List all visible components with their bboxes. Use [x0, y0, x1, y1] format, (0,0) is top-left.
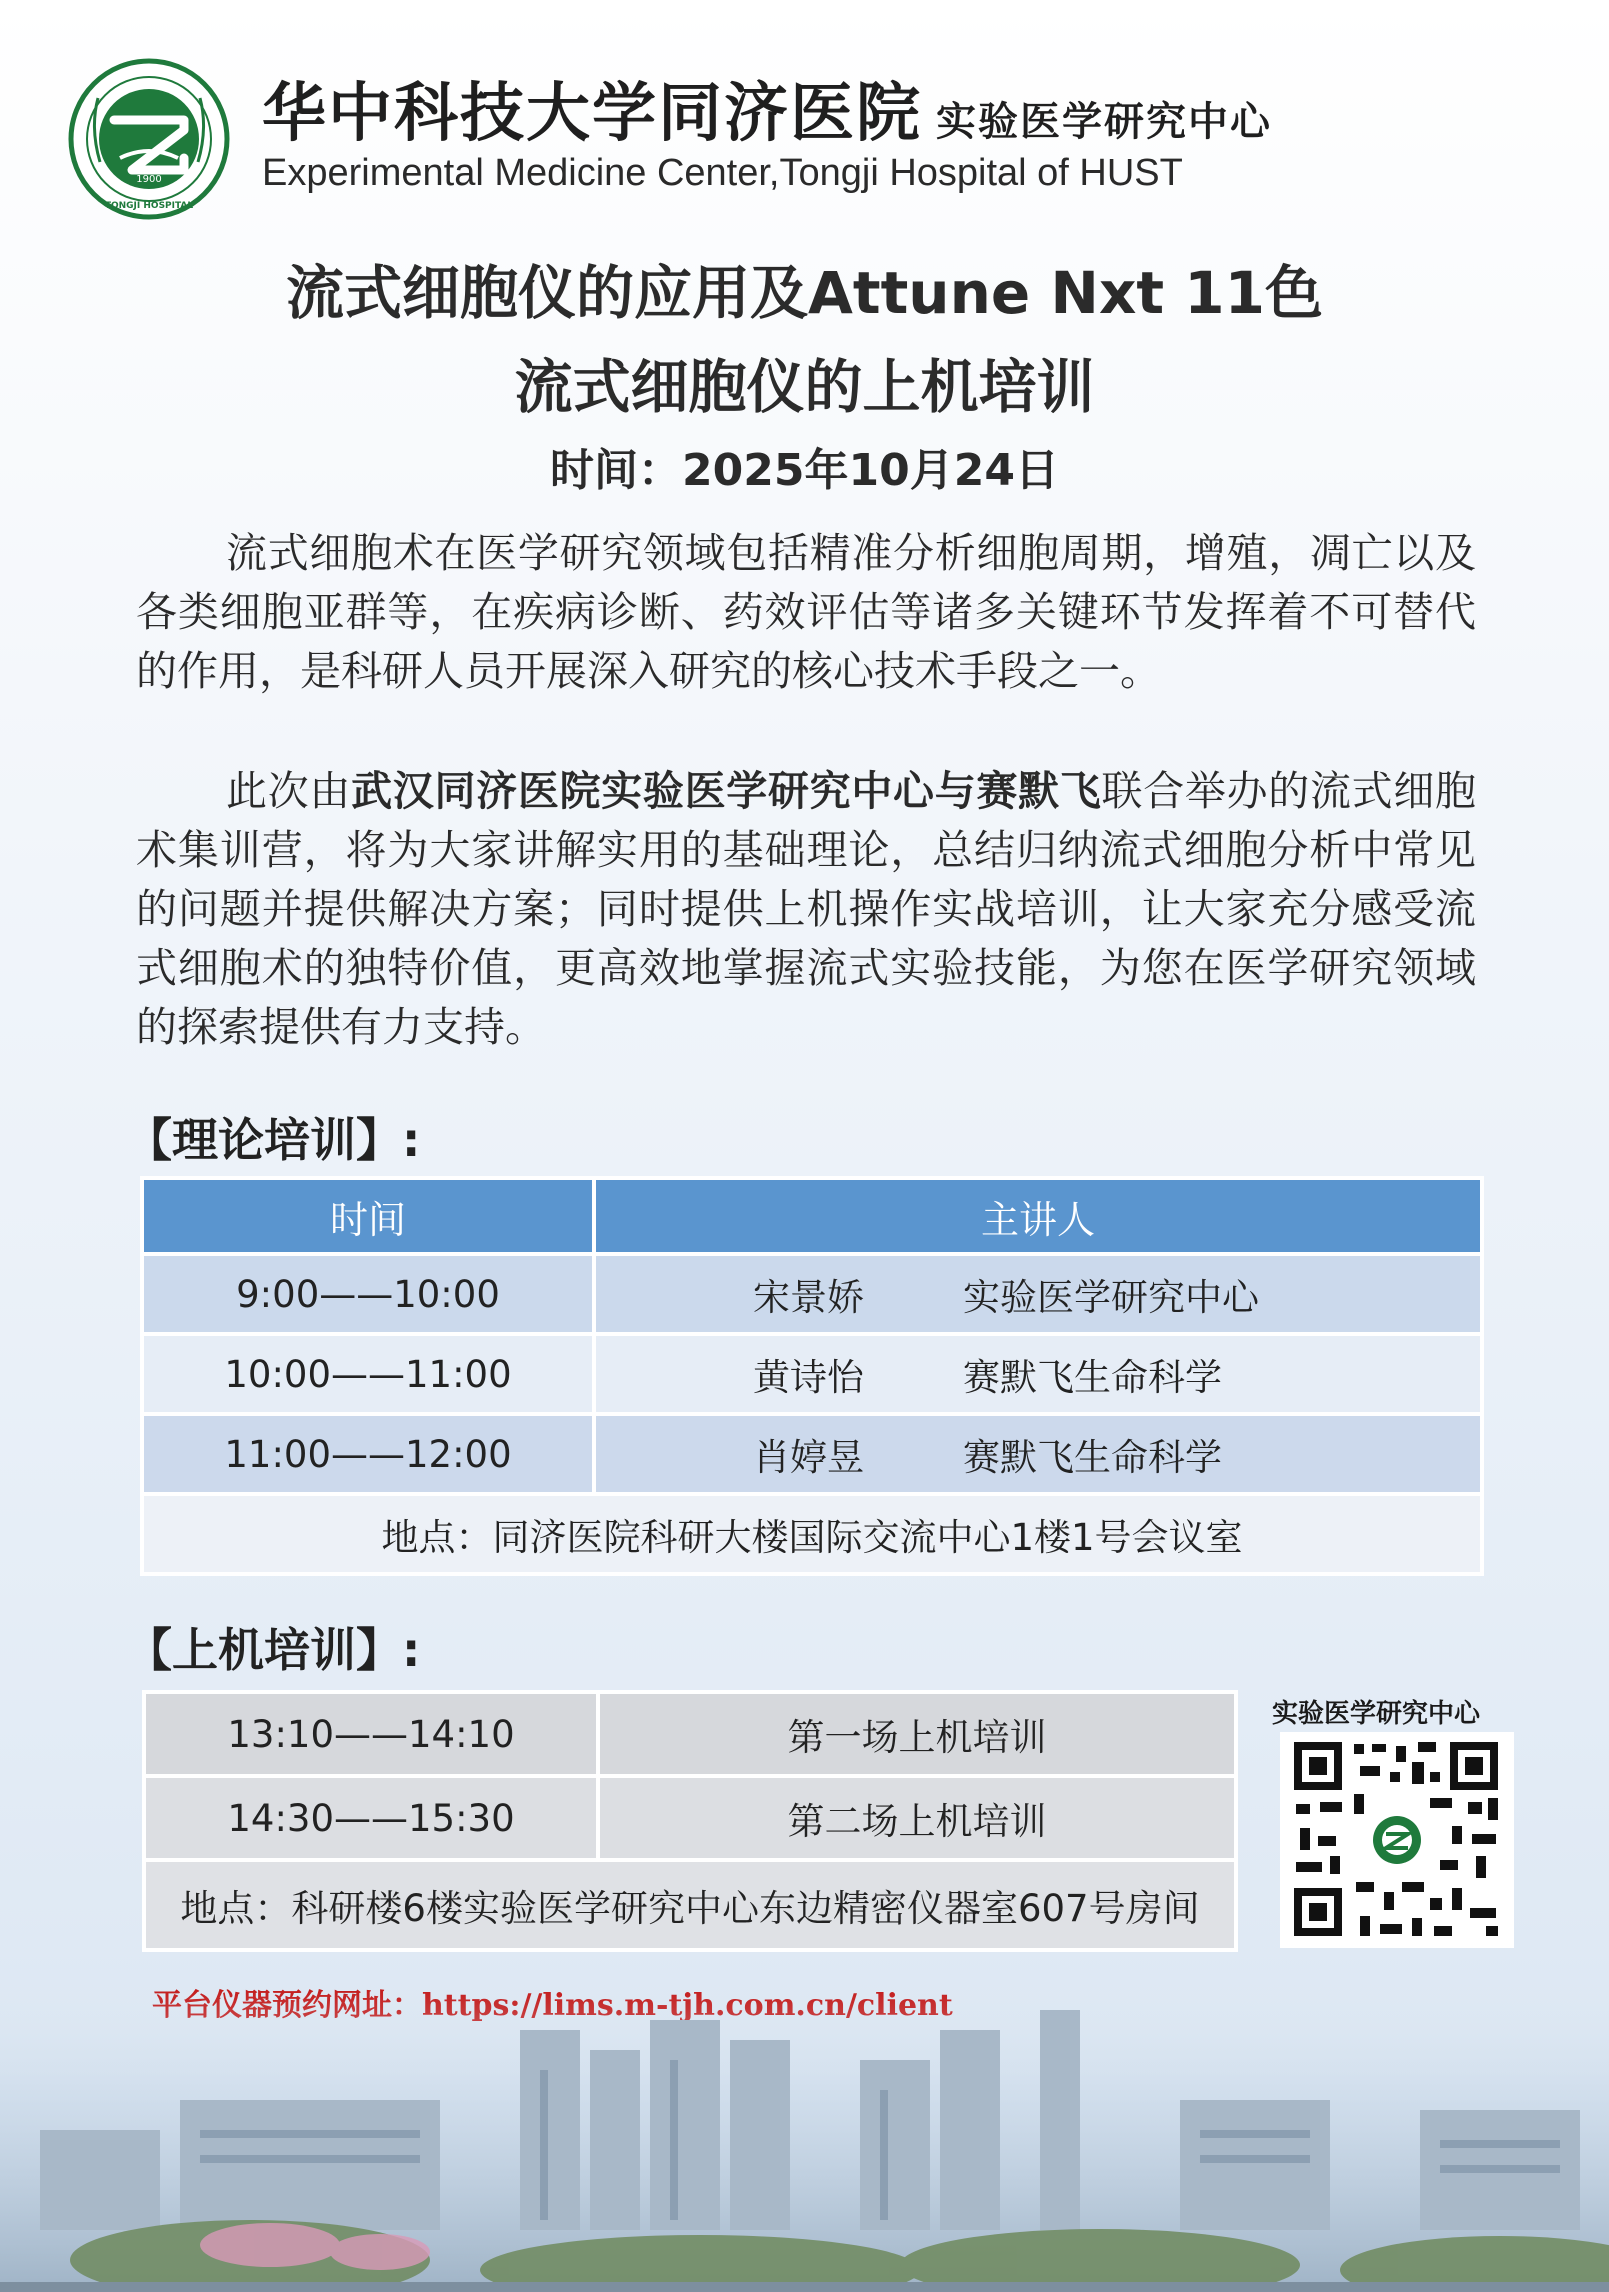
intro-p2-text	[136, 762, 1476, 1057]
center-name-cn: 实验医学研究中心	[936, 98, 1272, 145]
col-speaker-header: 主讲人	[594, 1178, 1482, 1254]
intro-paragraph-2	[136, 762, 1476, 1057]
practice-location: 地点：科研楼6楼实验医学研究中心东边精密仪器室607号房间	[144, 1860, 1236, 1950]
speaker-org: 赛默飞生命科学	[963, 1436, 1222, 1479]
main-title-line1: 流式细胞仪的应用及Attune Nxt 11色	[285, 259, 1324, 327]
table-row	[142, 1254, 1482, 1334]
time-cell: 14:30——15:30	[144, 1776, 598, 1860]
intro-p2-organizers: 武汉同济医院实验医学研究中心与赛默飞	[351, 767, 1102, 815]
speaker-org: 实验医学研究中心	[963, 1276, 1259, 1319]
speaker-cell	[594, 1254, 1482, 1334]
theory-schedule-table	[140, 1176, 1484, 1576]
table-row	[142, 1494, 1482, 1574]
time-cell: 11:00——12:00	[142, 1414, 594, 1494]
table-row	[144, 1860, 1236, 1950]
event-date: 时间：2025年10月24日	[550, 445, 1059, 496]
table-row	[144, 1692, 1236, 1776]
speaker-org: 赛默飞生命科学	[963, 1356, 1222, 1399]
main-title-line2: 流式细胞仪的上机培训	[514, 353, 1095, 421]
intro-p2-prefix: 此次由	[226, 767, 352, 815]
intro-p1-text: 流式细胞术在医学研究领域包括精准分析细胞周期，增殖，凋亡以及各类细胞亚群等，在疾病诊断、药效评估等诸多关键环节发挥着不可替代的作用，是科研人员开展深入研究的核心技术手段之一。	[136, 529, 1476, 695]
hospital-campus-photo	[0, 1990, 1609, 2292]
speaker-name: 宋景娇	[753, 1276, 864, 1319]
session-cell: 第一场上机培训	[598, 1692, 1236, 1776]
theory-location: 地点：同济医院科研大楼国际交流中心1楼1号会议室	[142, 1494, 1482, 1574]
qr-label: 实验医学研究中心	[1272, 1699, 1481, 1729]
time-cell: 13:10——14:10	[144, 1692, 598, 1776]
col-time-header: 时间	[142, 1178, 594, 1254]
speaker-cell	[594, 1334, 1482, 1414]
speaker-name: 黄诗怡	[753, 1356, 864, 1399]
intro-p2-suffix: 联合举办的流式细胞术集训营，将为大家讲解实用的基础理论，总结归纳流式细胞分析中常见的问题并提供解决方案；同时提供上机操作实战培训，让大家充分感受流式细胞术的独特价值，更高效地掌握流式实验技能，为您在医学研究领域的探索提供有力支持。	[136, 767, 1477, 1051]
theory-heading: 【理论培训】:	[126, 1113, 421, 1167]
table-row	[144, 1776, 1236, 1860]
time-cell: 9:00——10:00	[142, 1254, 594, 1334]
intro-paragraph-1	[136, 524, 1476, 701]
svg-text:TONGJI HOSPITAL: TONGJI HOSPITAL	[104, 201, 194, 211]
hospital-name	[262, 62, 1272, 154]
speaker-name: 肖婷昱	[753, 1436, 864, 1479]
qr-code-icon[interactable]	[1280, 1732, 1514, 1948]
practice-heading: 【上机培训】:	[126, 1623, 421, 1677]
table-row	[142, 1334, 1482, 1414]
center-name-en: Experimental Medicine Center,Tongji Hospital of HUST	[262, 152, 1183, 194]
time-cell: 10:00——11:00	[142, 1334, 594, 1414]
session-cell: 第二场上机培训	[598, 1776, 1236, 1860]
hospital-logo-icon	[68, 58, 230, 220]
table-row	[142, 1414, 1482, 1494]
speaker-cell	[594, 1414, 1482, 1494]
practice-schedule-table	[142, 1690, 1238, 1952]
svg-text:1900: 1900	[136, 174, 162, 185]
hospital-name-cn: 华中科技大学同济医院	[262, 76, 922, 151]
